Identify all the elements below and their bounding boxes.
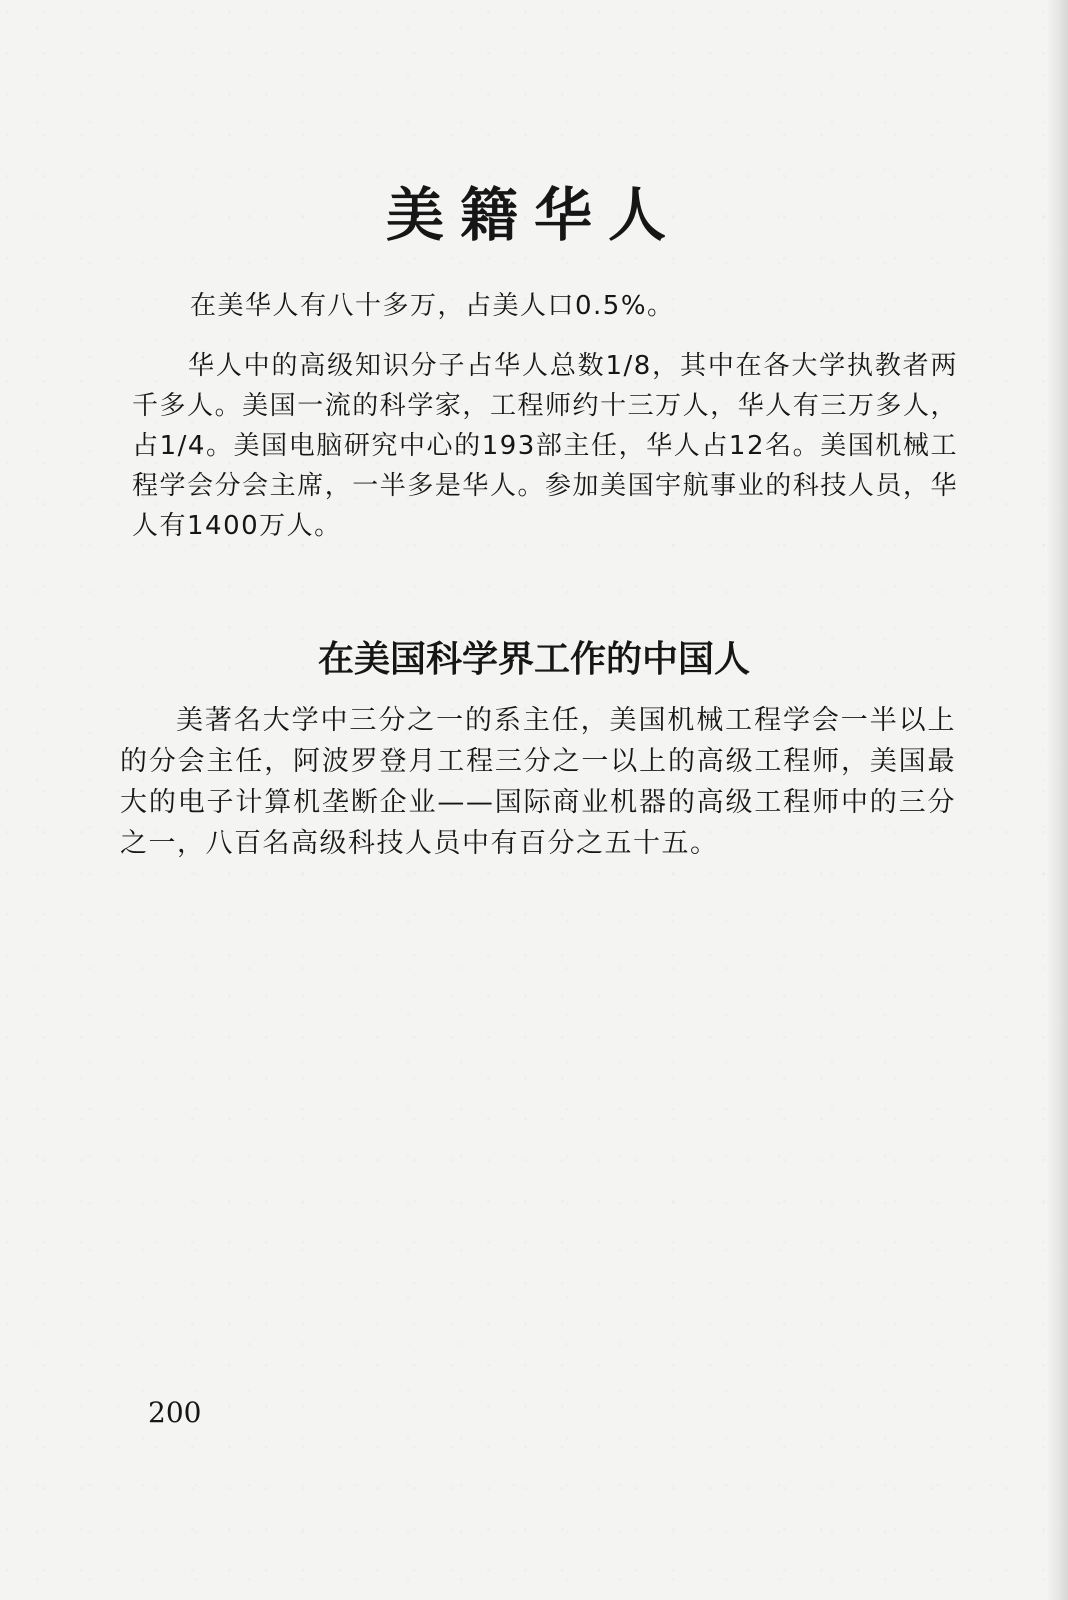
page-title: 美籍华人 [385, 181, 682, 249]
paragraph-population: 在美华人有八十多万，占美人口0.5%。 [190, 291, 675, 321]
section-title: 在美国科学界工作的中国人 [317, 639, 750, 680]
section-paragraph: 美著名大学中三分之一的系主任，美国机械工程学会一半以上的分会主任，阿波罗登月工程三分之一以上的高级工程师，美国最大的电子计算机垄断企业——国际商业机器的高级工程师中的三分之一，八百名高级科技人员中有百分之五十五。 [120, 705, 956, 859]
paragraph-intellectuals: 华人中的高级知识分子占华人总数1/8，其中在各大学执教者两千多人。美国一流的科学家，工程师约十三万人，华人有三万多人，占1/4。美国电脑研究中心的193部主任，华人占12名。美国机械工程学会分会主席，一半多是华人。参加美国宇航事业的科技人员，华人有1400万人。 [132, 351, 958, 541]
page-number: 200 [148, 1396, 202, 1429]
